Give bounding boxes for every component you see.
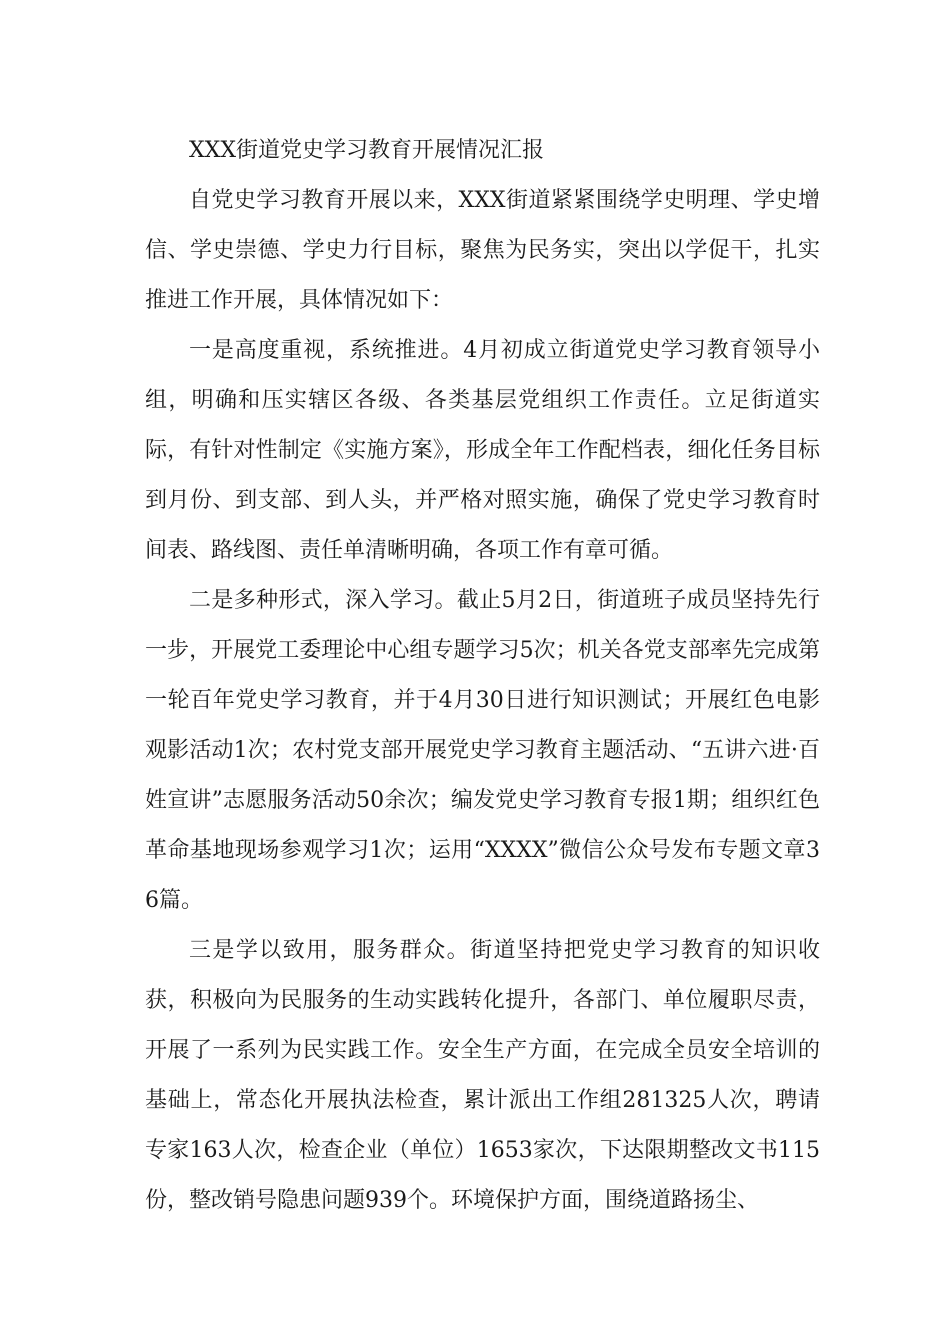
- paragraph-section-one: 一是高度重视，系统推进。4月初成立街道党史学习教育领导小组，明确和压实辖区各级、各类基层党组织工作责任。立足街道实际，有针对性制定《实施方案》，形成全年工作配档表，细化任务目标到月份、到支部、到人头，并严格对照实施，确保了党史学习教育时间表、路线图、责任单清晰明确，各项工作有章可循。: [145, 338, 820, 563]
- document-body: [145, 126, 820, 1226]
- paragraph-section-two: 二是多种形式，深入学习。截止5月2日，街道班子成员坚持先行一步，开展党工委理论中心组专题学习5次；机关各党支部率先完成第一轮百年党史学习教育，并于4月30日进行知识测试；开展红色电影观影活动1次；农村党支部开展党史学习教育主题活动、“五讲六进·百姓宣讲”志愿服务活动50余次；编发党史学习教育专报1期；组织红色革命基地现场参观学习1次；运用“XXXX”微信公众号发布专题文章36篇。: [145, 588, 820, 913]
- paragraph-intro: 自党史学习教育开展以来，XXX街道紧紧围绕学史明理、学史增信、学史崇德、学史力行目标，聚焦为民务实，突出以学促干，扎实推进工作开展，具体情况如下：: [145, 188, 820, 313]
- document-title: XXX街道党史学习教育开展情况汇报: [189, 138, 544, 163]
- paragraph-section-three: 三是学以致用，服务群众。街道坚持把党史学习教育的知识收获，积极向为民服务的生动实践转化提升，各部门、单位履职尽责，开展了一系列为民实践工作。安全生产方面，在完成全员安全培训的基础上，常态化开展执法检查，累计派出工作组281325人次，聘请专家163人次，检查企业（单位）1653家次，下达限期整改文书115份，整改销号隐患问题939个。环境保护方面，围绕道路扬尘、: [145, 938, 820, 1213]
